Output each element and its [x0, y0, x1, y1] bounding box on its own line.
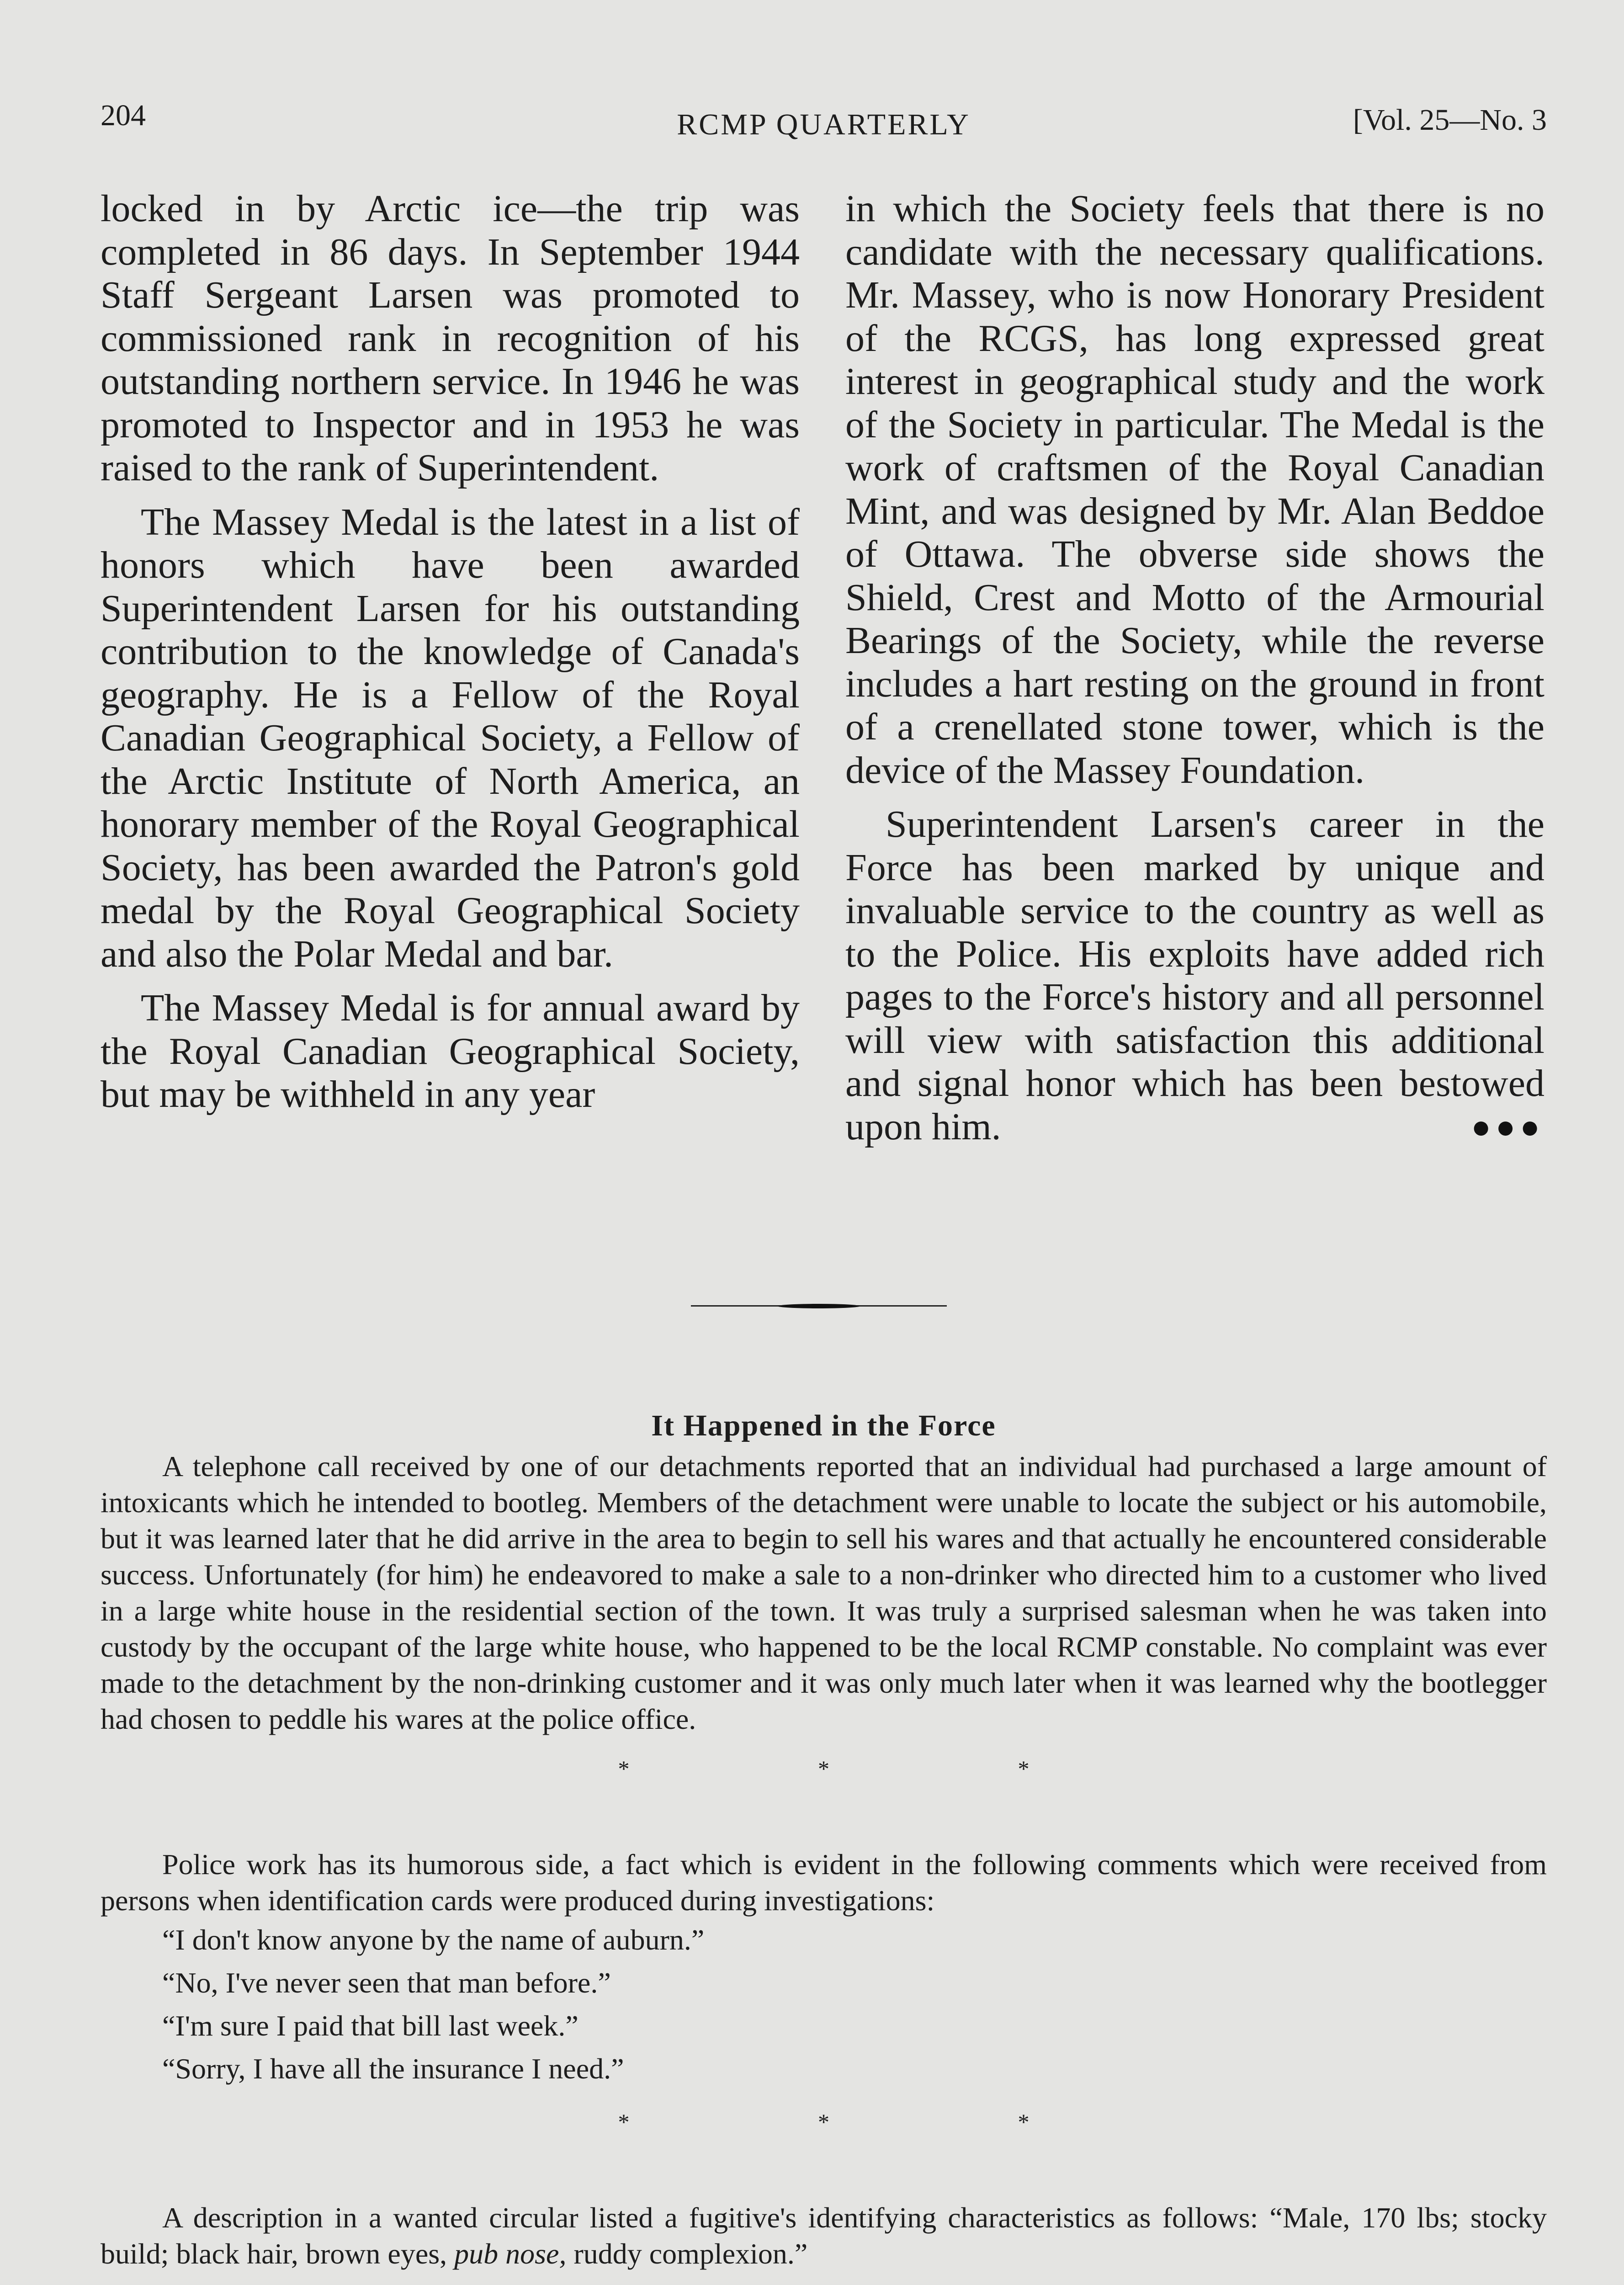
divider-swell [778, 1304, 860, 1308]
circular-text-end: ruddy complexion.” [566, 2237, 808, 2270]
end-mark: ●●● [1471, 1108, 1544, 1145]
section-title: It Happened in the Force [651, 1409, 996, 1442]
page-header [101, 98, 1547, 149]
issue-label: [Vol. 25—No. 3 [1353, 103, 1547, 137]
section-divider [691, 1304, 947, 1307]
separator-stars: * * * [618, 1756, 1121, 1781]
article-columns [101, 187, 1547, 1206]
paragraph: The Massey Medal is for annual award by the Royal Canadian Geographical Society, but may be withheld in any year [101, 987, 800, 1116]
anecdote-id-cards: Police work has its humorous side, a fact which is evident in the following comments which were received from persons when identification cards were produced during investigations: [101, 1848, 1547, 1917]
quote-line: “I'm sure I paid that bill last week.” [162, 2009, 578, 2042]
paragraph [845, 803, 1544, 1148]
circular-text: A description in a wanted circular listed a fugitive's identifying characteristics as follows: “Male, 170 lbs; stocky build; black hair, brown eyes, [101, 2201, 1547, 2270]
paragraph: locked in by Arctic ice—the trip was completed in 86 days. In September 1944 Staff Sergeant Larsen was promoted to commissioned rank in recognition of his outstanding northern service. In 1946 he was promoted to Inspector and in 1953 he was raised to the rank of Superintendent. [101, 187, 800, 489]
separator-stars: * * * [618, 2109, 1121, 2135]
it-happened-section [101, 1408, 1547, 2272]
quote-line: “I don't know anyone by the name of auburn.” [162, 1924, 705, 1956]
circular-italic: pub nose, [454, 2237, 567, 2270]
right-column [845, 187, 1544, 1148]
page-number: 204 [101, 99, 146, 132]
quote-line: “No, I've never seen that man before.” [162, 1966, 611, 1999]
running-title: RCMP QUARTERLY [677, 108, 971, 141]
anecdote-wanted-circular [101, 2200, 1547, 2272]
paragraph: in which the Society feels that there is no candidate with the necessary qualifications. Mr. Massey, who is now Honorary President of the RCGS, has long expressed great interest in geographical study and the work of the Society in particular. The Medal is the work of craftsmen of the Royal Canadian Mint, and was designed by Mr. Alan Beddoe of Ottawa. The obverse side shows the Shield, Crest and Motto of the Armourial Bearings of the Society, while the reverse includes a hart resting on the ground in front of a crenellated stone tower, which is the device of the Massey Foundation. [845, 187, 1544, 792]
left-column [101, 187, 800, 1116]
paragraph-text: Superintendent Larsen's career in the Force has been marked by unique and invaluable service to the country as well as to the Police. His exploits have added rich pages to the Force's history and all personnel will view with satisfaction this additional and signal honor which has been bestowed upon him. [845, 803, 1544, 1148]
anecdote-bootlegger: A telephone call received by one of our detachments reported that an individual had purchased a large amount of intoxicants which he intended to bootleg. Members of the detachment were unable to locate the subject or his automobile, but it was learned later that he did arrive in the area to begin to sell his wares and that actually he encountered considerable success. Unfortunately (for him) he endeavored to make a sale to a non-drinker who directed him to a customer who lived in a large white house in the residential section of the town. It was truly a surprised salesman when he was taken into custody by the occupant of the large white house, who happened to be the local RCMP constable. No complaint was ever made to the detachment by the non-drinking customer and it was only much later when it was learned why the bootlegger had chosen to peddle his wares at the police office. [101, 1450, 1547, 1735]
quote-line: “Sorry, I have all the insurance I need.” [162, 2052, 624, 2085]
paragraph: The Massey Medal is the latest in a list of honors which have been awarded Superintendent Larsen for his outstanding contribution to the knowledge of Canada's geography. He is a Fellow of the Royal Canadian Geographical Society, a Fellow of the Arctic Institute of North America, an honorary member of the Royal Geographical Society, has been awarded the Patron's gold medal by the Royal Geographical Society and also the Polar Medal and bar. [101, 500, 800, 975]
